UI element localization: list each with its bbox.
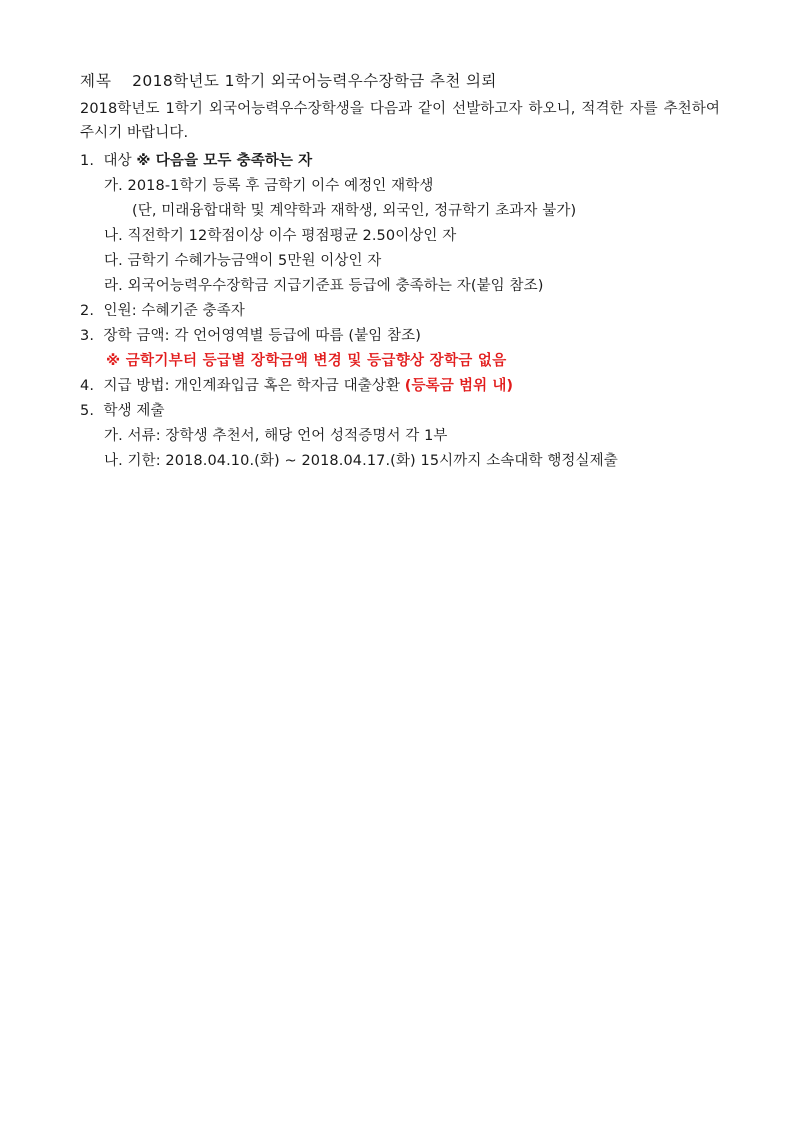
section-4-emphasis: (등록금 범위 내) [404,377,514,394]
section-2-heading [80,299,733,324]
document-body [80,68,733,474]
section-3-heading [80,324,733,349]
section-3-warning-note: ※ 금학기부터 등급별 장학금액 변경 및 등급향상 장학금 없음 [106,352,507,369]
section-4-label: 지급 방법: 개인계좌입금 혹은 학자금 대출상환 [103,377,405,394]
section-1-label: 대상 [103,153,137,170]
section-1-sub-d: 라. 외국어능력우수장학금 지급기준표 등급에 충족하는 자(붙임 참조) [104,278,544,295]
section-1-sub-b: 나. 직전학기 12학점이상 이수 평점평균 2.50이상인 자 [104,228,457,245]
section-1-sub-a-note: (단, 미래융합대학 및 계약학과 재학생, 외국인, 정규학기 초과자 불가) [132,203,577,220]
section-2-label: 인원: 수혜기준 충족자 [103,303,245,319]
section-1-number: 1. [80,153,95,170]
section-5-label: 학생 제출 [103,402,165,419]
document-title [80,68,733,95]
section-4-number: 4. [80,377,95,394]
section-3-number: 3. [80,327,95,344]
section-5-heading [80,399,733,424]
section-3-label: 장학 금액: 각 언어영역별 등급에 따름 (붙임 참조) [103,327,421,344]
intro-paragraph: 2018학년도 1학기 외국어능력우수장학생을 다음과 같이 선발하고자 하오니, 적격한 자를 추천하여 주시기 바랍니다. [80,100,720,142]
title-label: 제목 [80,72,112,90]
section-1-note: ※ 다음을 모두 충족하는 자 [136,153,313,170]
section-5-sub-a: 가. 서류: 장학생 추천서, 해당 언어 성적증명서 각 1부 [104,427,448,444]
section-1-sub-a: 가. 2018-1학기 등록 후 금학기 이수 예정인 재학생 [104,178,434,195]
section-1-heading [80,149,733,174]
section-4-heading [80,374,733,399]
title-text: 2018학년도 1학기 외국어능력우수장학금 추천 의뢰 [132,72,497,90]
section-1-sub-c: 다. 금학기 수혜가능금액이 5만원 이상인 자 [104,253,382,270]
section-5-sub-b: 나. 기한: 2018.04.10.(화) ~ 2018.04.17.(화) 15시까지 소속대학 행정실제출 [104,452,618,469]
section-2-number: 2. [80,303,95,319]
section-5-number: 5. [80,402,95,419]
